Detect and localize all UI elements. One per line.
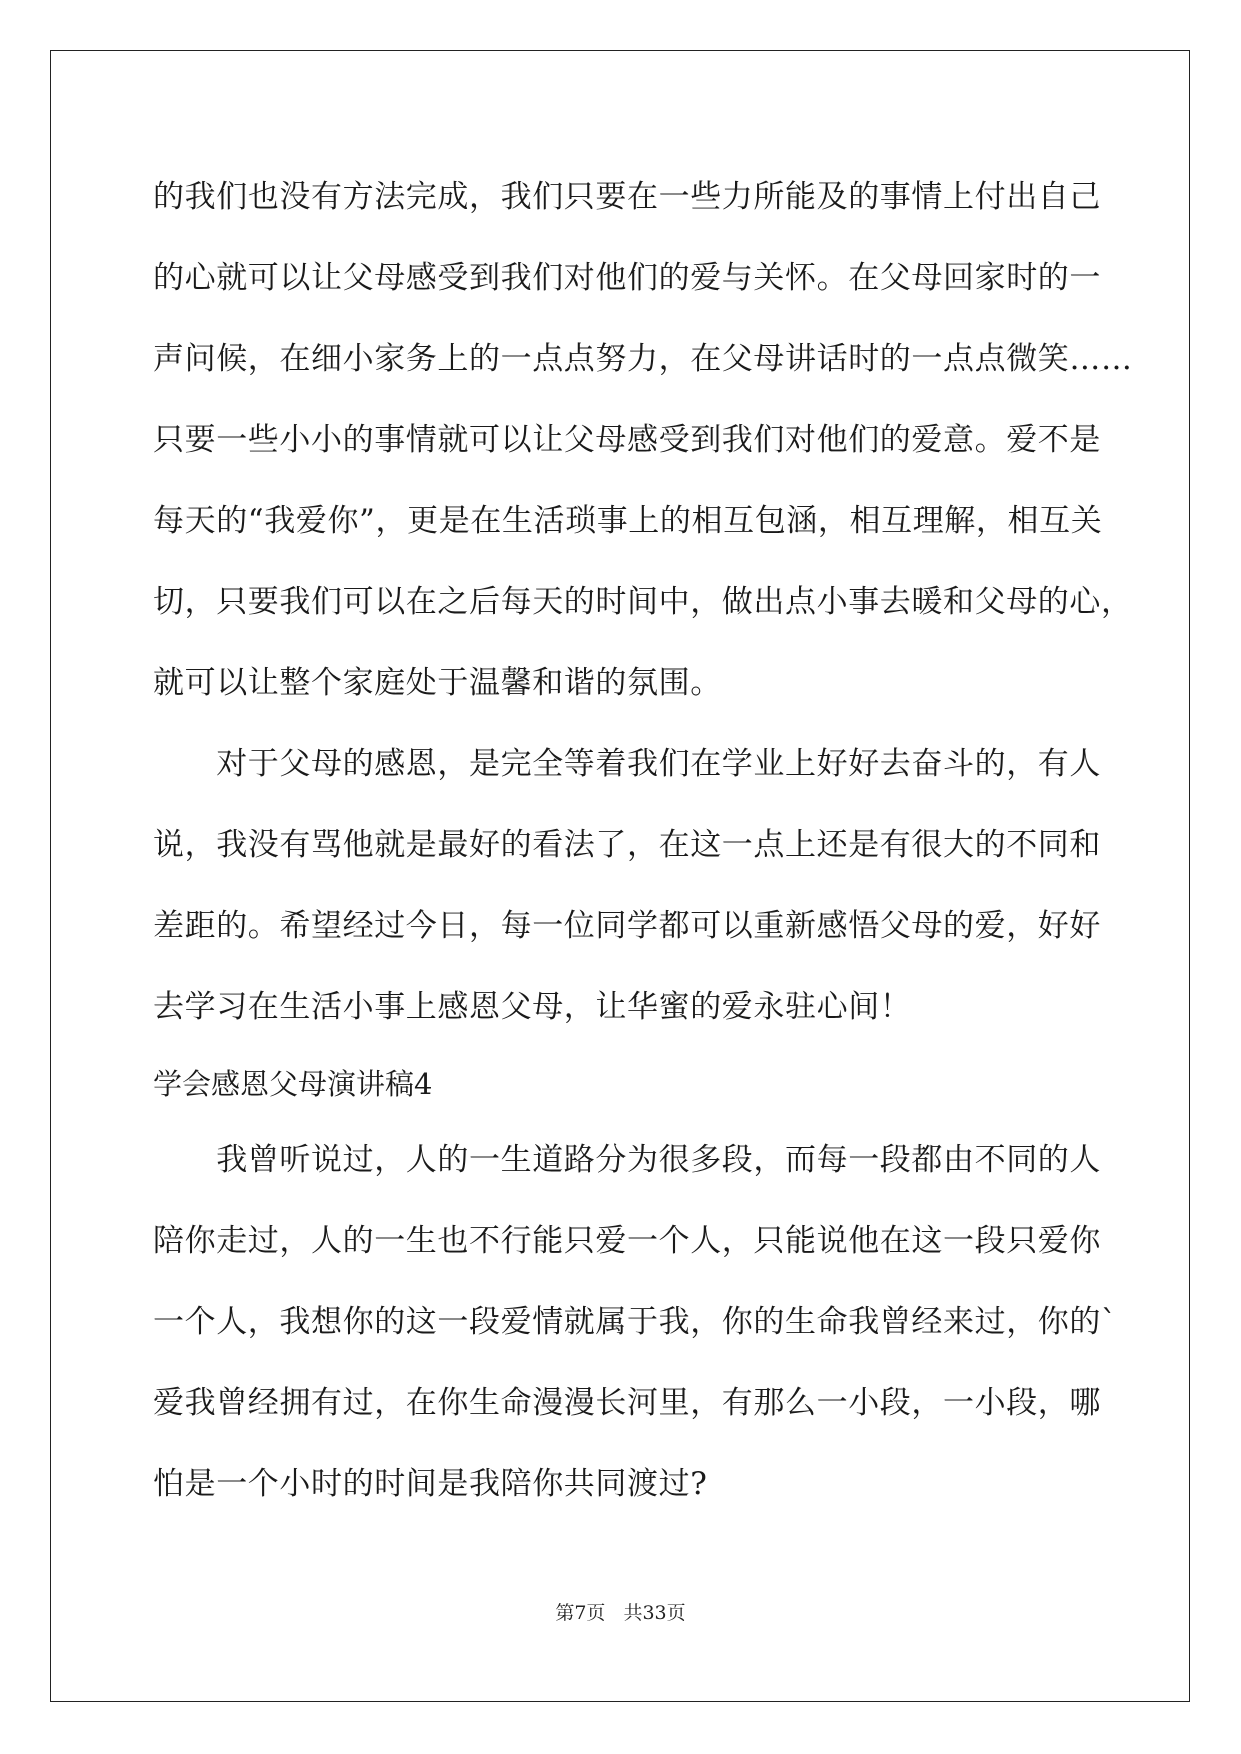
text-line: 一个人，我想你的这一段爱情就属于我，你的生命我曾经来过，你的` [153, 1304, 1118, 1340]
text-line: 切，只要我们可以在之后每天的时间中，做出点小事去暖和父母的心， [153, 584, 1133, 620]
page-footer [0, 1598, 1241, 1625]
text-line: 只要一些小小的事情就可以让父母感受到我们对他们的爱意。爱不是 [153, 422, 1101, 458]
section-heading: 学会感恩父母演讲稿4 [153, 1067, 433, 1101]
text-line: 的心就可以让父母感受到我们对他们的爱与关怀。在父母回家时的一 [153, 260, 1101, 296]
paragraph-2 [153, 724, 1101, 1048]
text-line: 就可以让整个家庭处于温馨和谐的氛围。 [153, 665, 722, 701]
text-line: 爱我曾经拥有过，在你生命漫漫长河里，有那么一小段，一小段，哪 [153, 1385, 1101, 1421]
text-line: 的我们也没有方法完成，我们只要在一些力所能及的事情上付出自己 [153, 179, 1101, 215]
current-page-number: 第7页 [555, 1602, 606, 1624]
text-line: 怕是一个小时的时间是我陪你共同渡过? [153, 1466, 708, 1502]
paragraph-3 [153, 1120, 1118, 1525]
text-line: 每天的“我爱你”，更是在生活琐事上的相互包涵，相互理解，相互关 [153, 503, 1103, 539]
text-line: 陪你走过，人的一生也不行能只爱一个人，只能说他在这一段只爱你 [153, 1223, 1101, 1259]
total-page-count: 共33页 [623, 1602, 686, 1624]
text-line: 声问候，在细小家务上的一点点努力，在父母讲话时的一点点微笑…… [153, 341, 1133, 377]
text-line: 我曾听说过，人的一生道路分为很多段，而每一段都由不同的人 [153, 1142, 1101, 1178]
text-line: 对于父母的感恩，是完全等着我们在学业上好好去奋斗的，有人 [153, 746, 1101, 782]
document-body [153, 157, 1133, 1525]
text-line: 差距的。希望经过今日，每一位同学都可以重新感悟父母的爱，好好 [153, 908, 1101, 944]
paragraph-1 [153, 157, 1133, 724]
text-line: 去学习在生活小事上感恩父母，让华蜜的爱永驻心间！ [153, 989, 912, 1025]
text-line: 说，我没有骂他就是最好的看法了，在这一点上还是有很大的不同和 [153, 827, 1101, 863]
